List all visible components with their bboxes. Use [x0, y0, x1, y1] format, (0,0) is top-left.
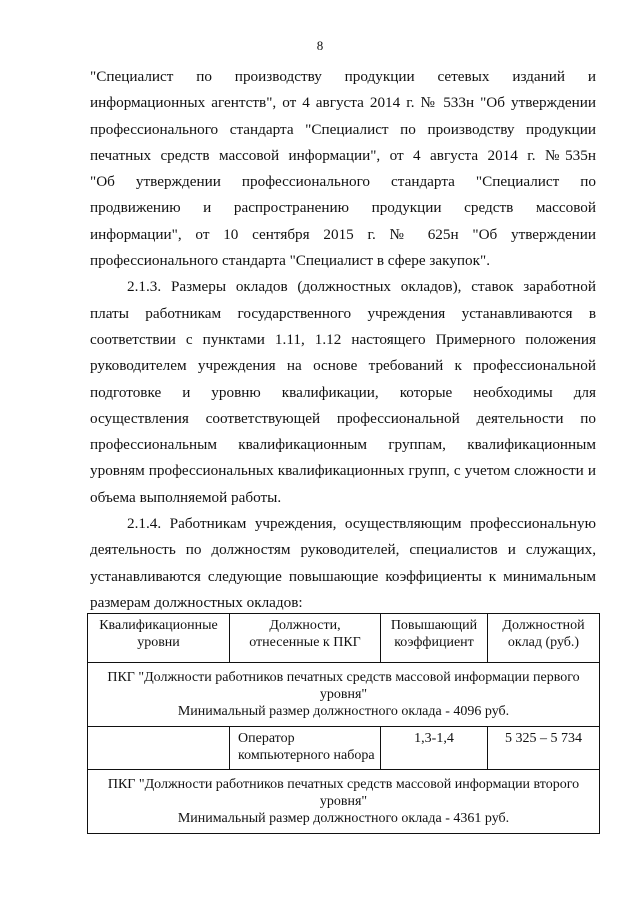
text-line: размерам должностных окладов:: [90, 593, 303, 611]
text-line: подготовке и уровню квалификации, которые необходимы для: [90, 383, 596, 401]
coefficients-table: [87, 613, 600, 834]
text-line: "Специалист по производству продукции сетевых изданий и: [90, 68, 596, 85]
body-text: [90, 64, 596, 616]
text-line: соответствии с пунктами 1.11, 1.12 настоящего Примерного положения: [90, 330, 596, 348]
text-line: печатных средств массовой информации", от 4 августа 2014 г. №535н: [90, 146, 596, 164]
text-line: деятельность по должностям руководителей, специалистов и служащих,: [90, 541, 596, 559]
text-line: продвижению и распространению продукции средств массовой: [90, 199, 596, 217]
text-line: уровням профессиональных квалификационных групп, с учетом сложности и: [90, 462, 596, 480]
table-header-row: [88, 614, 600, 663]
group-title: ПКГ "Должности работников печатных средств массовой информации второго уровня": [107, 777, 580, 809]
paragraph-2-1-3-start: 2.1.3. Размеры окладов (должностных окладов), ставок заработной: [127, 278, 596, 296]
page-number: 8: [316, 38, 324, 53]
text-line: профессионального стандарта "Специалист в сфере закупок".: [90, 252, 491, 270]
group-min-salary: Минимальный размер должностного оклада - 4096 руб.: [177, 704, 510, 719]
group-cell: [88, 663, 600, 727]
text-line: осуществления соответствующей профессиональной деятельности по: [90, 409, 596, 427]
text-line: информационных агентств", от 4 августа 2014 г. № 533н "Об утверждении: [90, 94, 596, 112]
text-line: "Об утверждении профессионального стандарта "Специалист по: [90, 173, 596, 191]
cell-coefficient: 1,3-1,4: [381, 727, 488, 770]
text-line: информации", от 10 сентября 2015 г. № 625н "Об утверждении: [90, 225, 596, 243]
header-positions: Должности, отнесенные к ПКГ: [230, 614, 381, 663]
cell-salary: 5 325 – 5 734: [488, 727, 600, 770]
group-cell: [88, 770, 600, 834]
cell-position: Оператор компьютерного набора: [230, 727, 381, 770]
text-line: устанавливаются следующие повышающие коэффициенты к минимальным: [90, 567, 596, 585]
text-line: объема выполняемой работы.: [90, 488, 282, 506]
cell-level: [88, 727, 230, 770]
group-title: ПКГ "Должности работников печатных средств массовой информации первого уровня": [107, 670, 580, 702]
group-min-salary: Минимальный размер должностного оклада - 4361 руб.: [177, 811, 510, 826]
group-row-level-1: [88, 663, 600, 727]
header-qualification-levels: Квалификационные уровни: [88, 614, 230, 663]
paragraph-2-1-4-start: 2.1.4. Работникам учреждения, осуществляющим профессиональную: [127, 515, 596, 533]
group-row-level-2: [88, 770, 600, 834]
text-line: профессиональным квалификационным группам, квалификационным: [90, 436, 596, 454]
header-coefficient: Повышающий коэффициент: [381, 614, 488, 663]
text-line: профессионального стандарта "Специалист по производству продукции: [90, 120, 596, 138]
table-row: [88, 727, 600, 770]
text-line: руководителем учреждения на основе требований к профессиональной: [90, 357, 596, 375]
header-salary: Должностной оклад (руб.): [488, 614, 600, 663]
text-line: платы работникам государственного учреждения устанавливаются в: [90, 304, 596, 322]
